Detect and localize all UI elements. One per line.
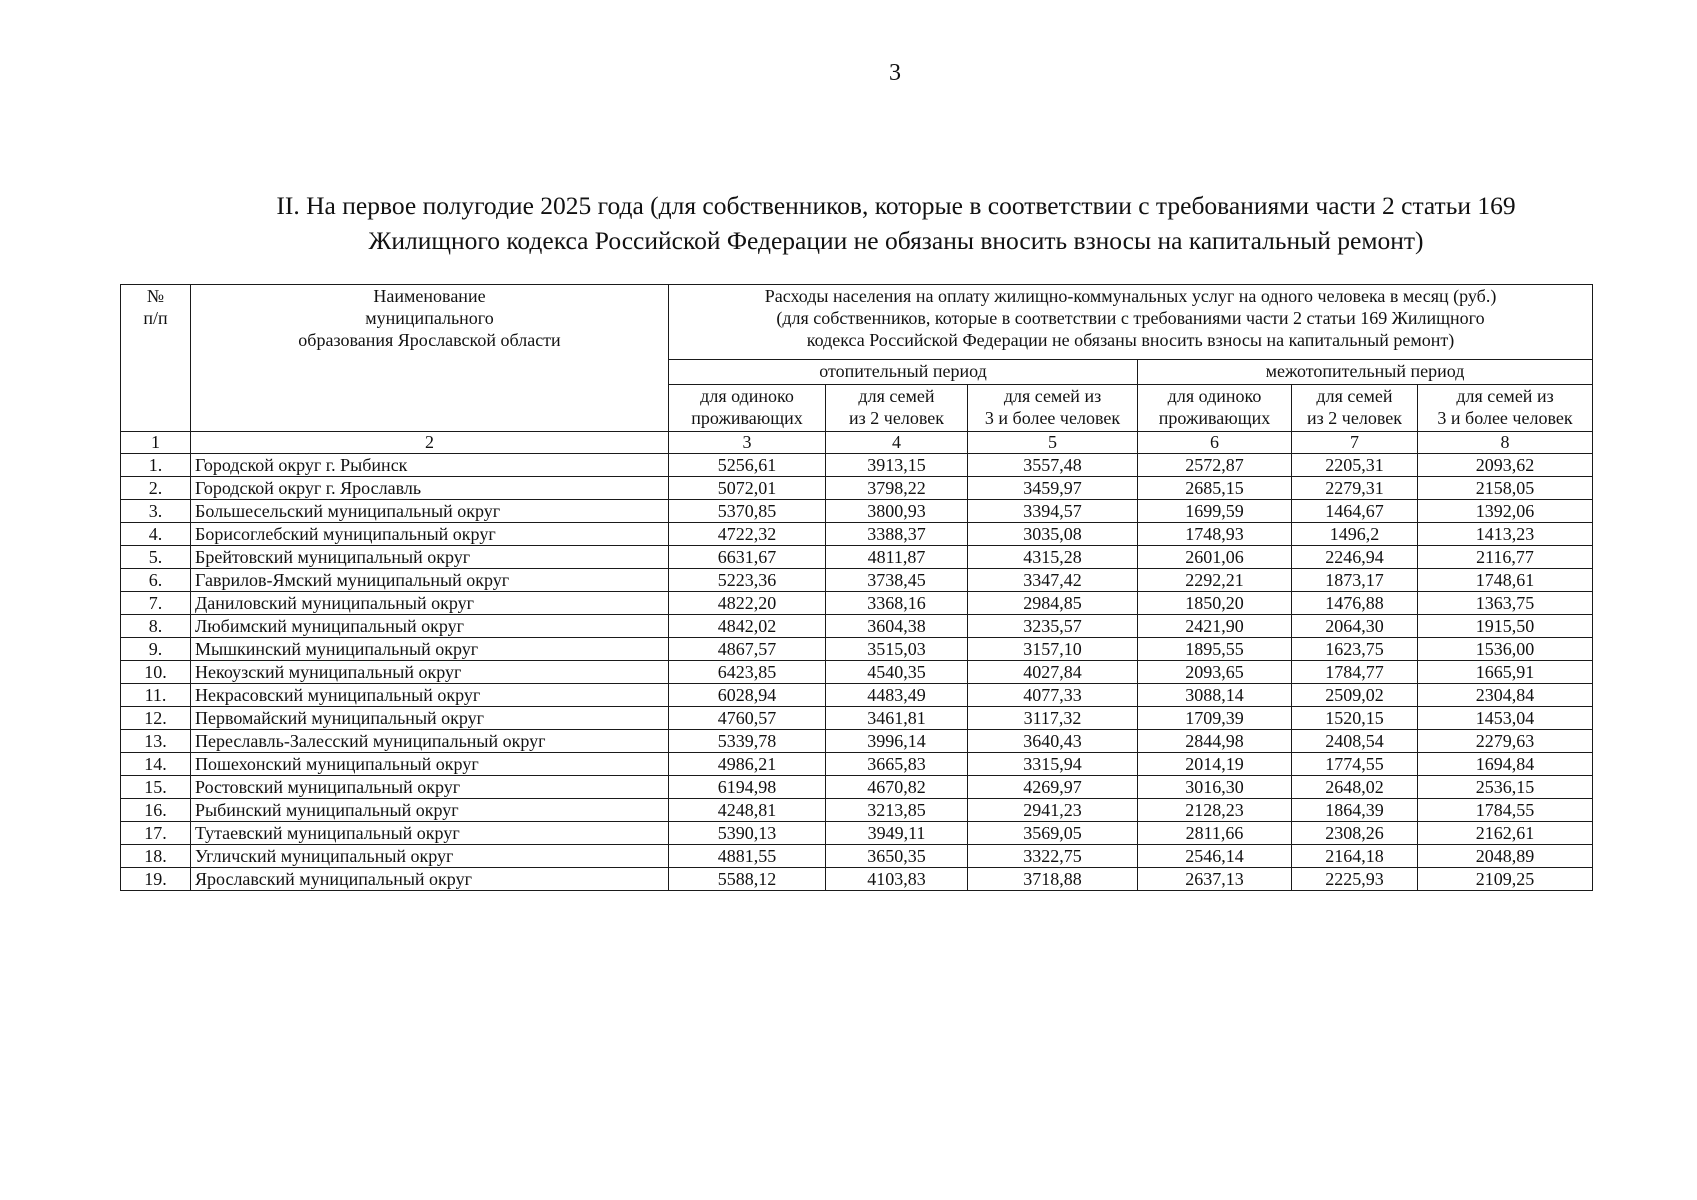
expense-value: 2941,23 [968,799,1138,822]
expense-value: 3394,57 [968,500,1138,523]
table-row [121,753,1593,776]
row-number: 16. [121,799,191,822]
expense-value: 3213,85 [826,799,968,822]
expense-value: 2205,31 [1292,454,1418,477]
expense-value: 2128,23 [1138,799,1292,822]
expense-value: 5370,85 [669,500,826,523]
table-row [121,684,1593,707]
header-heating-period: отопительный период [669,360,1138,385]
municipality-name: Мышкинский муниципальный округ [191,638,669,661]
expense-value: 3738,45 [826,569,968,592]
expense-value: 2279,31 [1292,477,1418,500]
table-row [121,845,1593,868]
expense-value: 3569,05 [968,822,1138,845]
municipality-name: Городской округ г. Ярославль [191,477,669,500]
expense-value: 3640,43 [968,730,1138,753]
expense-value: 4269,97 [968,776,1138,799]
municipality-name: Ростовский муниципальный округ [191,776,669,799]
municipality-name: Ярославский муниципальный округ [191,868,669,891]
expense-value: 3322,75 [968,845,1138,868]
municipality-name: Некоузский муниципальный округ [191,661,669,684]
expense-value: 2246,94 [1292,546,1418,569]
expense-value: 4027,84 [968,661,1138,684]
expense-value: 2546,14 [1138,845,1292,868]
municipality-name: Тутаевский муниципальный округ [191,822,669,845]
expense-value: 2844,98 [1138,730,1292,753]
expense-value: 1699,59 [1138,500,1292,523]
expense-value: 1453,04 [1418,707,1593,730]
municipality-name: Некрасовский муниципальный округ [191,684,669,707]
expense-value: 4483,49 [826,684,968,707]
row-number: 4. [121,523,191,546]
expense-value: 4881,55 [669,845,826,868]
expense-value: 1748,93 [1138,523,1292,546]
expense-value: 2308,26 [1292,822,1418,845]
expense-value: 1915,50 [1418,615,1593,638]
expenses-table [120,284,1593,891]
expense-value: 5223,36 [669,569,826,592]
column-number-cell: 5 [968,432,1138,454]
header-sub-col-8: для семей из 3 и более человек [1418,385,1593,432]
column-number-row [121,432,1593,454]
expense-value: 1748,61 [1418,569,1593,592]
expense-value: 3604,38 [826,615,968,638]
heading-line-1: II. На первое полугодие 2025 года (для собственников, которые в соответствии с требованиями части 2 статьи 169 [276,191,1516,220]
header-sub-col-7: для семей из 2 человек [1292,385,1418,432]
table-row [121,868,1593,891]
expense-value: 1774,55 [1292,753,1418,776]
expense-value: 4670,82 [826,776,968,799]
row-number: 5. [121,546,191,569]
document-heading [120,188,1672,258]
expense-value: 3157,10 [968,638,1138,661]
heading-line-2: Жилищного кодекса Российской Федерации не обязаны вносить взносы на капитальный ремонт) [368,226,1424,255]
expense-value: 1363,75 [1418,592,1593,615]
municipality-name: Любимский муниципальный округ [191,615,669,638]
expense-value: 3035,08 [968,523,1138,546]
expense-value: 5339,78 [669,730,826,753]
expense-value: 2572,87 [1138,454,1292,477]
header-col-number: № п/п [121,285,191,432]
municipality-name: Переславль-Залесский муниципальный округ [191,730,669,753]
expense-value: 3117,32 [968,707,1138,730]
expense-value: 3665,83 [826,753,968,776]
expense-value: 2093,62 [1418,454,1593,477]
row-number: 1. [121,454,191,477]
expense-value: 2601,06 [1138,546,1292,569]
expense-value: 2164,18 [1292,845,1418,868]
column-number-cell: 2 [191,432,669,454]
column-number-cell: 7 [1292,432,1418,454]
expense-value: 3088,14 [1138,684,1292,707]
expense-value: 5390,13 [669,822,826,845]
expense-value: 4540,35 [826,661,968,684]
expense-value: 1864,39 [1292,799,1418,822]
header-non-heating-period: межотопительный период [1138,360,1593,385]
expense-value: 1413,23 [1418,523,1593,546]
expense-value: 1850,20 [1138,592,1292,615]
expense-value: 6028,94 [669,684,826,707]
header-sub-col-3: для одиноко проживающих [669,385,826,432]
expense-value: 2158,05 [1418,477,1593,500]
expense-value: 4722,32 [669,523,826,546]
table-row [121,523,1593,546]
expense-value: 6631,67 [669,546,826,569]
row-number: 11. [121,684,191,707]
municipality-name: Гаврилов-Ямский муниципальный округ [191,569,669,592]
table-row [121,546,1593,569]
row-number: 12. [121,707,191,730]
expense-value: 3388,37 [826,523,968,546]
municipality-name: Первомайский муниципальный округ [191,707,669,730]
expense-value: 1873,17 [1292,569,1418,592]
expense-value: 3650,35 [826,845,968,868]
table-row [121,500,1593,523]
expense-value: 4103,83 [826,868,968,891]
expense-value: 2984,85 [968,592,1138,615]
expense-value: 1784,77 [1292,661,1418,684]
row-number: 17. [121,822,191,845]
table-row [121,822,1593,845]
table-row [121,707,1593,730]
table-row [121,454,1593,477]
expense-value: 3557,48 [968,454,1138,477]
expense-value: 2014,19 [1138,753,1292,776]
expense-value: 2064,30 [1292,615,1418,638]
expense-value: 1895,55 [1138,638,1292,661]
header-expenses: Расходы населения на оплату жилищно-коммунальных услуг на одного человека в месяц (руб.) (для собственников, которые в соответствии с требованиями части 2 статьи 169 Жилищного кодекса Российской Федерации не обязаны вносить взносы на капитальный ремонт) [669,285,1593,360]
table-row [121,615,1593,638]
column-number-cell: 6 [1138,432,1292,454]
expense-value: 2637,13 [1138,868,1292,891]
expense-value: 1392,06 [1418,500,1593,523]
table-row [121,592,1593,615]
municipality-name: Пошехонский муниципальный округ [191,753,669,776]
expense-value: 2292,21 [1138,569,1292,592]
expense-value: 1476,88 [1292,592,1418,615]
expense-value: 1496,2 [1292,523,1418,546]
expense-value: 1694,84 [1418,753,1593,776]
expense-value: 4315,28 [968,546,1138,569]
municipality-name: Большесельский муниципальный округ [191,500,669,523]
expense-value: 1623,75 [1292,638,1418,661]
expense-value: 3315,94 [968,753,1138,776]
expense-value: 3461,81 [826,707,968,730]
column-number-cell: 3 [669,432,826,454]
expense-value: 2162,61 [1418,822,1593,845]
row-number: 7. [121,592,191,615]
column-number-cell: 4 [826,432,968,454]
expense-value: 3459,97 [968,477,1138,500]
expense-value: 3949,11 [826,822,968,845]
expense-value: 1536,00 [1418,638,1593,661]
expense-value: 5256,61 [669,454,826,477]
expense-value: 4760,57 [669,707,826,730]
expense-value: 5072,01 [669,477,826,500]
row-number: 10. [121,661,191,684]
expense-value: 3798,22 [826,477,968,500]
expense-value: 6194,98 [669,776,826,799]
row-number: 18. [121,845,191,868]
table-row [121,730,1593,753]
table-row [121,638,1593,661]
row-number: 9. [121,638,191,661]
table-row [121,799,1593,822]
expense-value: 3368,16 [826,592,968,615]
expense-value: 1520,15 [1292,707,1418,730]
header-col-name: Наименование муниципального образования Ярославской области [191,285,669,432]
expense-value: 4986,21 [669,753,826,776]
expense-value: 3347,42 [968,569,1138,592]
expense-value: 2408,54 [1292,730,1418,753]
expense-value: 4811,87 [826,546,968,569]
row-number: 14. [121,753,191,776]
municipality-name: Брейтовский муниципальный округ [191,546,669,569]
expense-value: 4842,02 [669,615,826,638]
municipality-name: Угличский муниципальный округ [191,845,669,868]
expense-value: 2304,84 [1418,684,1593,707]
expense-value: 3515,03 [826,638,968,661]
table-row [121,776,1593,799]
expense-value: 3800,93 [826,500,968,523]
expense-value: 2225,93 [1292,868,1418,891]
expense-value: 2536,15 [1418,776,1593,799]
expense-value: 3235,57 [968,615,1138,638]
table-row [121,477,1593,500]
expense-value: 2279,63 [1418,730,1593,753]
expense-value: 4822,20 [669,592,826,615]
expense-value: 4867,57 [669,638,826,661]
row-number: 2. [121,477,191,500]
page-number: 3 [889,60,901,86]
expense-value: 1709,39 [1138,707,1292,730]
expense-value: 2109,25 [1418,868,1593,891]
expense-value: 2685,15 [1138,477,1292,500]
expense-value: 3718,88 [968,868,1138,891]
expense-value: 3913,15 [826,454,968,477]
row-number: 8. [121,615,191,638]
municipality-name: Даниловский муниципальный округ [191,592,669,615]
row-number: 6. [121,569,191,592]
expense-value: 6423,85 [669,661,826,684]
expense-value: 2648,02 [1292,776,1418,799]
expense-value: 4248,81 [669,799,826,822]
row-number: 13. [121,730,191,753]
row-number: 19. [121,868,191,891]
table-row [121,661,1593,684]
municipality-name: Рыбинский муниципальный округ [191,799,669,822]
table-row [121,569,1593,592]
column-number-cell: 1 [121,432,191,454]
row-number: 3. [121,500,191,523]
expense-value: 3016,30 [1138,776,1292,799]
expense-value: 2093,65 [1138,661,1292,684]
header-sub-col-4: для семей из 2 человек [826,385,968,432]
expense-value: 1784,55 [1418,799,1593,822]
expense-value: 3996,14 [826,730,968,753]
row-number: 15. [121,776,191,799]
expense-value: 1464,67 [1292,500,1418,523]
expense-value: 4077,33 [968,684,1138,707]
expense-value: 5588,12 [669,868,826,891]
municipality-name: Городской округ г. Рыбинск [191,454,669,477]
expense-value: 1665,91 [1418,661,1593,684]
header-sub-col-5: для семей из 3 и более человек [968,385,1138,432]
column-number-cell: 8 [1418,432,1593,454]
expense-value: 2116,77 [1418,546,1593,569]
expense-value: 2048,89 [1418,845,1593,868]
municipality-name: Борисоглебский муниципальный округ [191,523,669,546]
expense-value: 2509,02 [1292,684,1418,707]
expense-value: 2421,90 [1138,615,1292,638]
header-sub-col-6: для одиноко проживающих [1138,385,1292,432]
expense-value: 2811,66 [1138,822,1292,845]
